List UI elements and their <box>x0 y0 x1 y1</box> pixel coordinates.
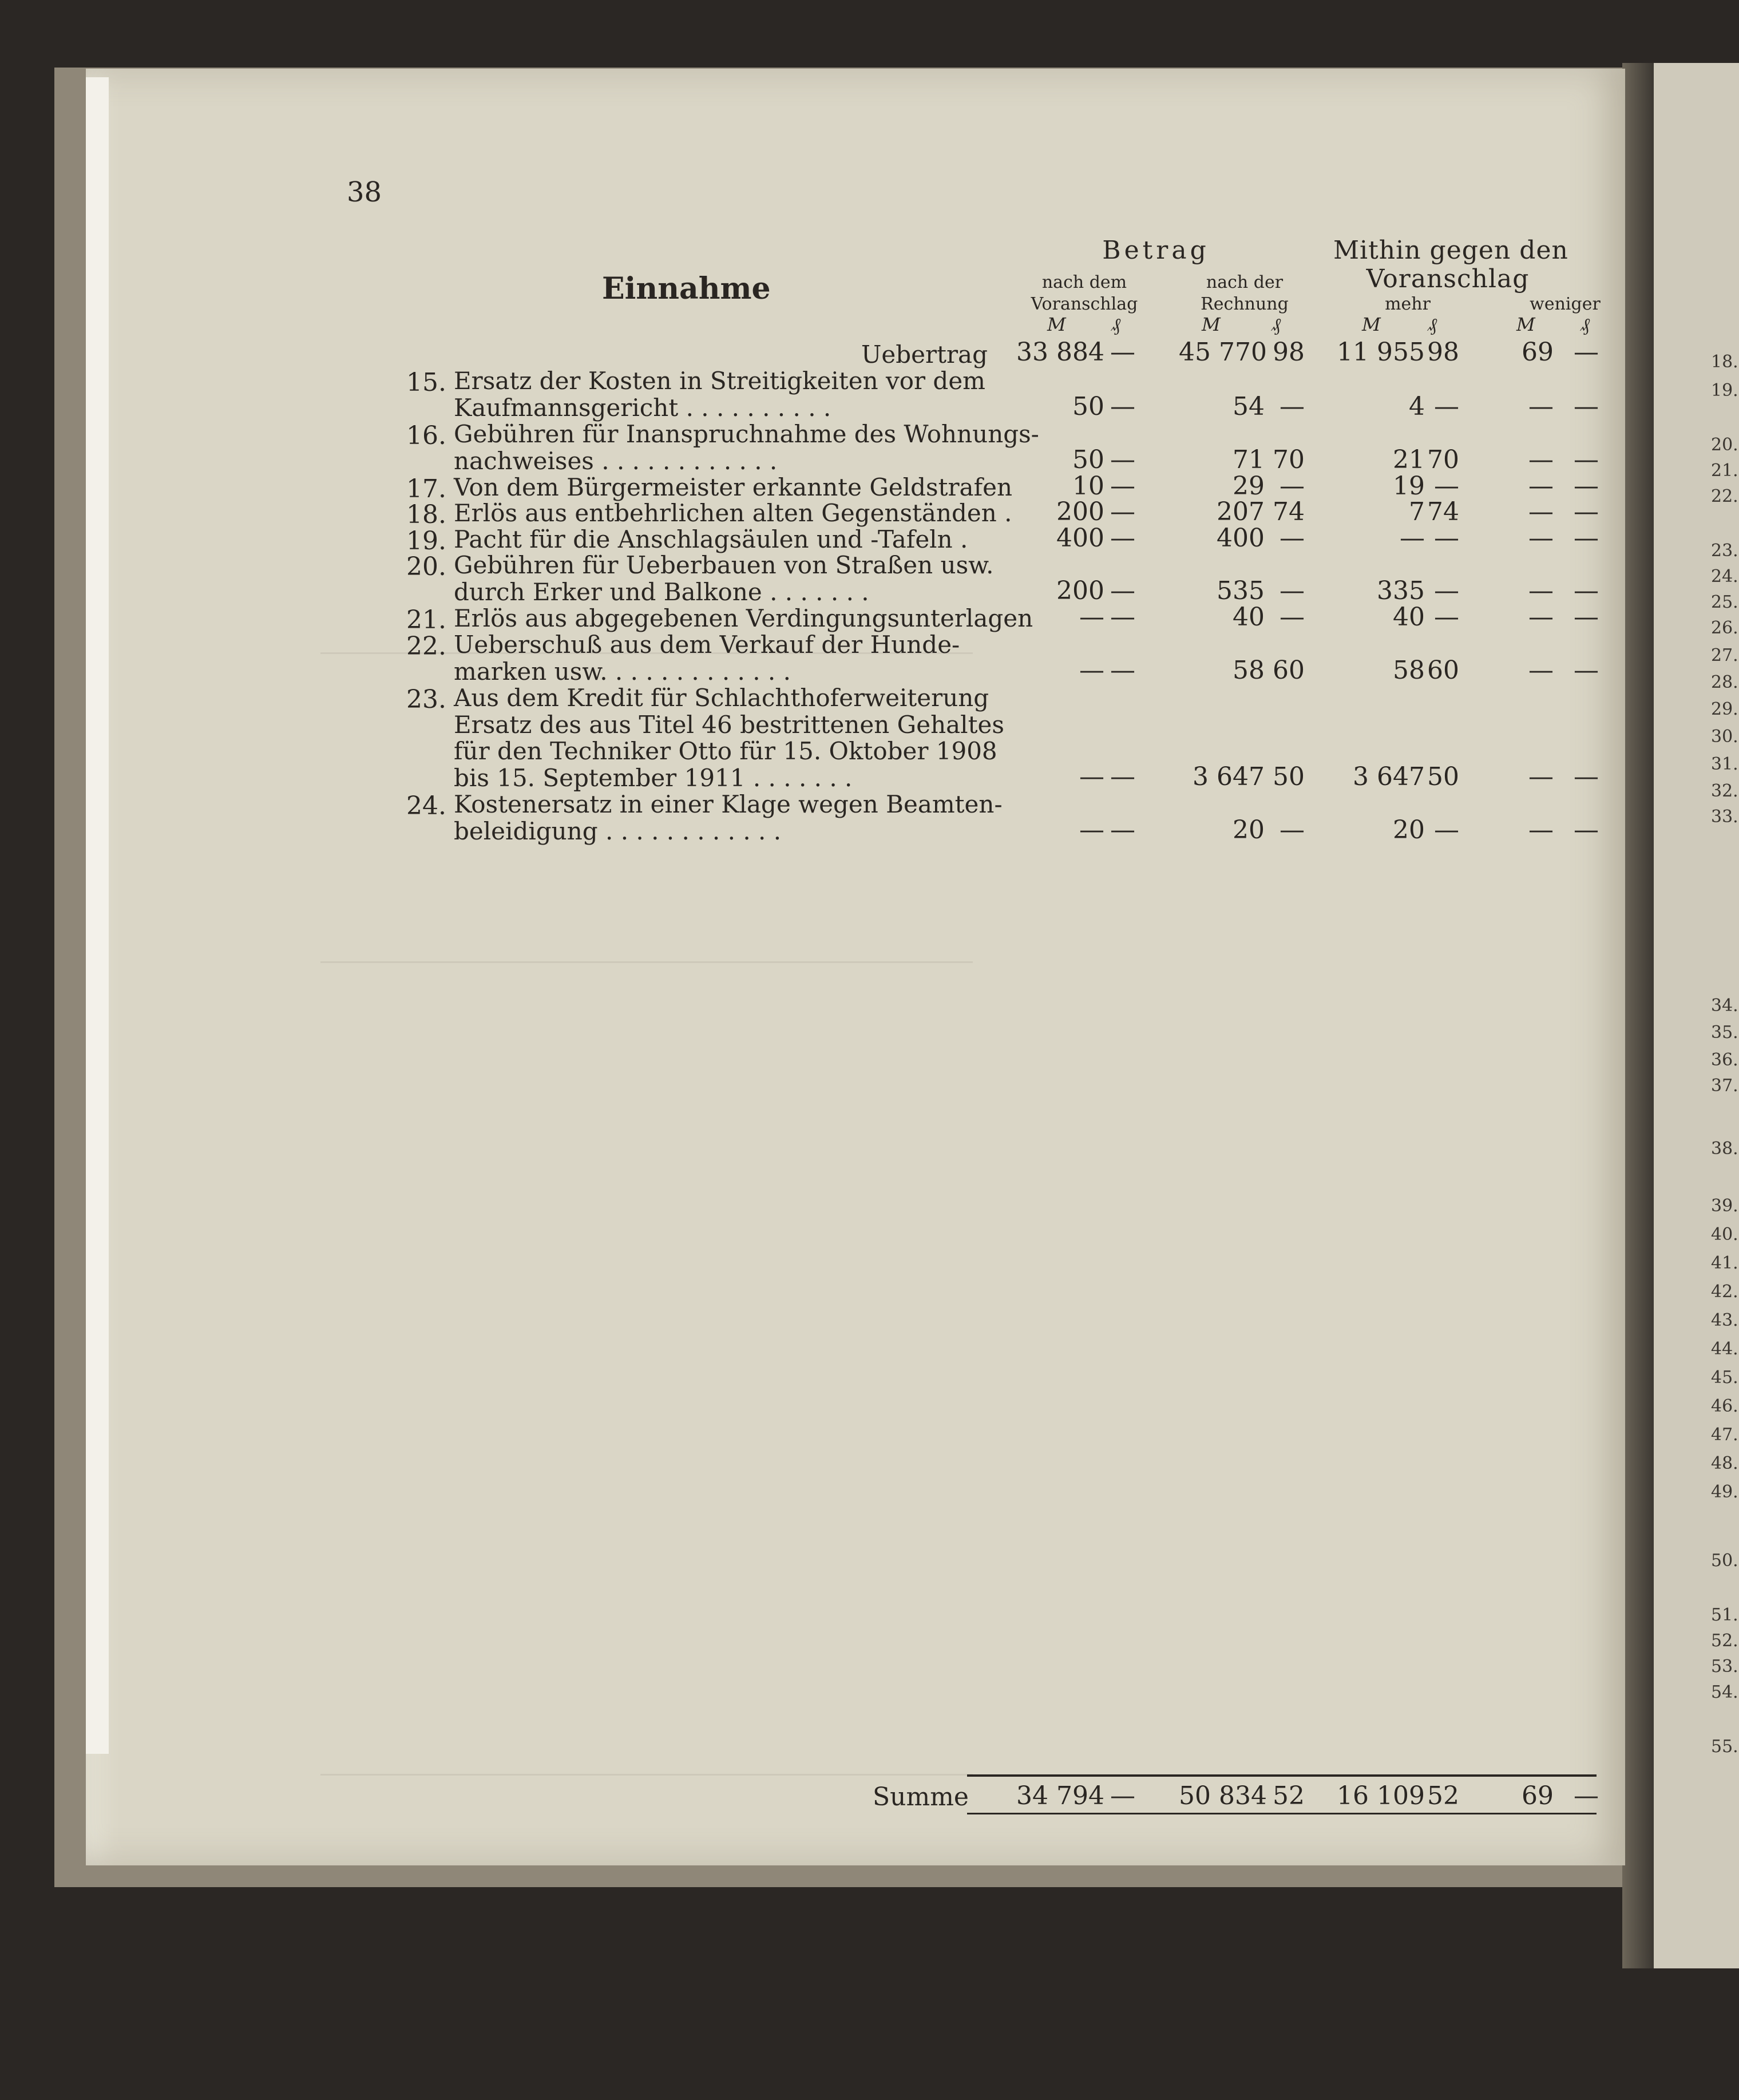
mehr-pf-value: 50 <box>1427 762 1459 791</box>
weniger-pf-value: — <box>1574 762 1599 791</box>
summe-rechnung-mark: 50 834 <box>1179 1781 1267 1810</box>
item-number: 21. <box>406 605 446 635</box>
voranschlag-pf-value: — <box>1110 576 1135 605</box>
mehr-pf-value: — <box>1434 392 1459 421</box>
facing-page-number: 28. <box>1711 672 1738 692</box>
facing-page-number: 34. <box>1711 996 1738 1016</box>
facing-page-number: 43. <box>1711 1310 1738 1330</box>
facing-page-number: 32. <box>1711 781 1738 801</box>
summe-rechnung-pf: 52 <box>1273 1781 1305 1810</box>
facing-page-number: 55. <box>1711 1737 1738 1757</box>
mehr-pf-value: — <box>1434 815 1459 845</box>
facing-page-number: 37. <box>1711 1076 1738 1096</box>
item-description-line: Aus dem Kredit für Schlachthoferweiterung <box>454 684 989 712</box>
unit-pf-voranschlag: ₰ <box>1111 314 1120 335</box>
item-number: 19. <box>406 526 446 556</box>
facing-page-number: 44. <box>1711 1339 1738 1359</box>
item-description-line: Gebühren für Inanspruchnahme des Wohnungs- <box>454 420 1039 448</box>
uebertrag-weniger-pf: — <box>1574 338 1599 367</box>
rechnung-pf-value: — <box>1280 524 1305 553</box>
summe-mehr-mark: 16 109 <box>1337 1781 1425 1810</box>
section-heading: Einnahme <box>602 271 771 306</box>
facing-page-number: 35. <box>1711 1023 1738 1043</box>
mehr-pf-value: — <box>1434 576 1459 605</box>
nach-dem-header: nach dem <box>1041 272 1127 292</box>
facing-page-number: 54. <box>1711 1682 1738 1702</box>
bleed-through-line <box>320 1774 973 1776</box>
voranschlag-mark-value: 200 <box>1056 576 1104 605</box>
uebertrag-weniger-mark: 69 <box>1522 338 1554 367</box>
rechnung-pf-value: — <box>1280 815 1305 845</box>
facing-page-number: 38. <box>1711 1139 1738 1159</box>
weniger-header: weniger <box>1530 294 1601 314</box>
facing-page-number: 46. <box>1711 1396 1738 1416</box>
weniger-mark-value: — <box>1528 445 1554 474</box>
item-description-line: Pacht für die Anschlagsäulen und -Tafeln . <box>454 525 968 553</box>
voranschlag-header: Voranschlag <box>1031 294 1138 314</box>
facing-page-number: 52. <box>1711 1631 1738 1651</box>
rechnung-mark-value: 40 <box>1233 603 1265 632</box>
rechnung-pf-value: 60 <box>1273 656 1305 685</box>
voranschlag-pf-value: — <box>1110 815 1135 845</box>
rechnung-pf-value: — <box>1280 576 1305 605</box>
mehr-mark-value: 58 <box>1393 656 1425 685</box>
uebertrag-label: Uebertrag <box>861 340 988 369</box>
unit-pf-mehr: ₰ <box>1428 314 1437 335</box>
item-number: 23. <box>406 685 446 714</box>
item-description-line: durch Erker und Balkone . . . . . . . <box>454 578 869 606</box>
weniger-pf-value: — <box>1574 497 1599 526</box>
rechnung-mark-value: 71 <box>1233 445 1265 474</box>
item-number: 22. <box>406 632 446 661</box>
mehr-mark-value: 7 <box>1409 497 1425 526</box>
page-edge <box>86 77 109 1754</box>
facing-page-number: 25. <box>1711 592 1738 612</box>
facing-page-number: 33. <box>1711 807 1738 827</box>
facing-page-number: 53. <box>1711 1657 1738 1677</box>
facing-page-number: 45. <box>1711 1368 1738 1388</box>
summe-weniger-pf: — <box>1574 1781 1599 1810</box>
uebertrag-mehr-pf: 98 <box>1427 338 1459 367</box>
mehr-mark-value: — <box>1400 524 1425 553</box>
mehr-pf-value: 70 <box>1427 445 1459 474</box>
summe-top-rule <box>967 1774 1597 1777</box>
mehr-pf-value: — <box>1434 524 1459 553</box>
mehr-pf-value: — <box>1434 471 1459 501</box>
item-description-line: für den Techniker Otto für 15. Oktober 1908 <box>454 737 997 765</box>
mehr-mark-value: 40 <box>1393 603 1425 632</box>
item-description-line: Ersatz der Kosten in Streitigkeiten vor dem <box>454 367 986 395</box>
rechnung-mark-value: 20 <box>1233 815 1265 845</box>
summe-mehr-pf: 52 <box>1427 1781 1459 1810</box>
facing-page-number: 26. <box>1711 618 1738 638</box>
facing-page-number: 30. <box>1711 727 1738 747</box>
weniger-pf-value: — <box>1574 392 1599 421</box>
voranschlag-pf-value: — <box>1110 497 1135 526</box>
uebertrag-mehr-mark: 11 955 <box>1337 338 1425 367</box>
voranschlag-pf-value: — <box>1110 524 1135 553</box>
voranschlag-pf-value: — <box>1110 656 1135 685</box>
facing-page-number: 24. <box>1711 566 1738 587</box>
summe-voranschlag-pf: — <box>1110 1781 1135 1810</box>
facing-page-number: 48. <box>1711 1453 1738 1473</box>
voranschlag-mark-value: — <box>1079 815 1104 845</box>
nach-der-header: nach der <box>1206 272 1284 292</box>
weniger-mark-value: — <box>1528 815 1554 845</box>
facing-page-number: 36. <box>1711 1050 1738 1070</box>
facing-page-number: 22. <box>1711 486 1738 506</box>
rechnung-pf-value: 70 <box>1273 445 1305 474</box>
voranschlag-pf-value: — <box>1110 471 1135 501</box>
item-description-line: marken usw. . . . . . . . . . . . . <box>454 657 791 686</box>
facing-page-number: 41. <box>1711 1253 1738 1273</box>
mehr-pf-value: — <box>1434 603 1459 632</box>
item-number: 18. <box>406 500 446 529</box>
summe-weniger-mark: 69 <box>1522 1781 1554 1810</box>
item-number: 17. <box>406 474 446 504</box>
item-number: 24. <box>406 791 446 821</box>
summe-bottom-rule <box>967 1813 1597 1814</box>
voranschlag-mark-value: 50 <box>1072 392 1104 421</box>
rechnung-pf-value: — <box>1280 603 1305 632</box>
rechnung-pf-value: — <box>1280 471 1305 501</box>
voranschlag-mark-value: — <box>1079 762 1104 791</box>
item-description-line: Erlös aus abgegebenen Verdingungsunterlagen <box>454 604 1033 632</box>
unit-mark-voranschlag: M <box>1047 314 1066 335</box>
item-description-line: beleidigung . . . . . . . . . . . . <box>454 817 782 845</box>
weniger-mark-value: — <box>1528 762 1554 791</box>
rechnung-mark-value: 3 647 <box>1193 762 1265 791</box>
item-description-line: bis 15. September 1911 . . . . . . . <box>454 764 853 792</box>
voranschlag-mark-value: — <box>1079 603 1104 632</box>
mehr-mark-value: 4 <box>1409 392 1425 421</box>
item-description-line: Kaufmannsgericht . . . . . . . . . . <box>454 394 831 422</box>
facing-page-number: 40. <box>1711 1225 1738 1245</box>
summe-label: Summe <box>873 1782 969 1812</box>
bleed-through-line <box>320 961 973 963</box>
rechnung-mark-value: 400 <box>1217 524 1265 553</box>
facing-page-number: 29. <box>1711 699 1738 719</box>
rechnung-mark-value: 535 <box>1217 576 1265 605</box>
uebertrag-voranschlag-pf: — <box>1110 338 1135 367</box>
weniger-mark-value: — <box>1528 576 1554 605</box>
facing-page-number: 47. <box>1711 1425 1738 1445</box>
item-description-line: Ueberschuß aus dem Verkauf der Hunde- <box>454 631 960 659</box>
rechnung-mark-value: 29 <box>1233 471 1265 501</box>
rechnung-pf-value: 50 <box>1273 762 1305 791</box>
book-gutter <box>1622 63 1654 1968</box>
facing-page-number: 31. <box>1711 754 1738 774</box>
facing-page-number: 27. <box>1711 645 1738 665</box>
facing-page-number: 23. <box>1711 541 1738 561</box>
uebertrag-rechnung-mark: 45 770 <box>1179 338 1267 367</box>
voranschlag-mark-value: 200 <box>1056 497 1104 526</box>
facing-page-number: 18. <box>1711 352 1738 372</box>
facing-page-number: 49. <box>1711 1482 1738 1502</box>
facing-page-number: 50. <box>1711 1551 1738 1571</box>
mithin-voranschlag-header: Voranschlag <box>1366 264 1530 294</box>
rechnung-pf-value: 74 <box>1273 497 1305 526</box>
voranschlag-mark-value: — <box>1079 656 1104 685</box>
mehr-mark-value: 3 647 <box>1353 762 1425 791</box>
weniger-pf-value: — <box>1574 576 1599 605</box>
voranschlag-pf-value: — <box>1110 762 1135 791</box>
weniger-pf-value: — <box>1574 445 1599 474</box>
unit-mark-rechnung: M <box>1202 314 1221 335</box>
mehr-mark-value: 19 <box>1393 471 1425 501</box>
weniger-mark-value: — <box>1528 392 1554 421</box>
item-number: 16. <box>406 421 446 450</box>
unit-pf-weniger: ₰ <box>1580 314 1590 335</box>
weniger-mark-value: — <box>1528 471 1554 501</box>
weniger-mark-value: — <box>1528 497 1554 526</box>
facing-page-number: 42. <box>1711 1282 1738 1302</box>
weniger-mark-value: — <box>1528 524 1554 553</box>
unit-mark-mehr: M <box>1362 314 1381 335</box>
mehr-pf-value: 74 <box>1427 497 1459 526</box>
item-number: 20. <box>406 552 446 581</box>
mehr-header: mehr <box>1385 294 1431 314</box>
facing-page-number: 39. <box>1711 1196 1738 1216</box>
page-number: 38 <box>347 176 382 208</box>
rechnung-mark-value: 207 <box>1217 497 1265 526</box>
betrag-header: Betrag <box>1102 236 1210 265</box>
weniger-mark-value: — <box>1528 603 1554 632</box>
facing-page-number: 19. <box>1711 381 1738 401</box>
rechnung-mark-value: 58 <box>1233 656 1265 685</box>
facing-page-number: 20. <box>1711 435 1738 455</box>
voranschlag-mark-value: 10 <box>1072 471 1104 501</box>
unit-mark-weniger: M <box>1516 314 1535 335</box>
voranschlag-mark-value: 400 <box>1056 524 1104 553</box>
weniger-pf-value: — <box>1574 471 1599 501</box>
weniger-pf-value: — <box>1574 524 1599 553</box>
item-description-line: nachweises . . . . . . . . . . . . <box>454 447 778 475</box>
voranschlag-mark-value: 50 <box>1072 445 1104 474</box>
weniger-mark-value: — <box>1528 656 1554 685</box>
item-description-line: Erlös aus entbehrlichen alten Gegenständen . <box>454 499 1012 527</box>
rechnung-pf-value: — <box>1280 392 1305 421</box>
facing-page-number: 21. <box>1711 461 1738 481</box>
uebertrag-rechnung-pf: 98 <box>1273 338 1305 367</box>
rechnung-mark-value: 54 <box>1233 392 1265 421</box>
mehr-mark-value: 21 <box>1393 445 1425 474</box>
weniger-pf-value: — <box>1574 815 1599 845</box>
facing-page-number: 51. <box>1711 1605 1738 1625</box>
voranschlag-pf-value: — <box>1110 603 1135 632</box>
item-number: 15. <box>406 368 446 397</box>
item-description-line: Ersatz des aus Titel 46 bestrittenen Gehaltes <box>454 711 1004 739</box>
mithin-header: Mithin gegen den <box>1333 236 1568 265</box>
summe-voranschlag-mark: 34 794 <box>1016 1781 1104 1810</box>
voranschlag-pf-value: — <box>1110 392 1135 421</box>
mehr-mark-value: 20 <box>1393 815 1425 845</box>
mehr-mark-value: 335 <box>1377 576 1425 605</box>
item-description-line: Gebühren für Ueberbauen von Straßen usw. <box>454 551 994 579</box>
mehr-pf-value: 60 <box>1427 656 1459 685</box>
unit-pf-rechnung: ₰ <box>1271 314 1281 335</box>
rechnung-header: Rechnung <box>1201 294 1289 314</box>
weniger-pf-value: — <box>1574 603 1599 632</box>
uebertrag-voranschlag-mark: 33 884 <box>1016 338 1104 367</box>
item-description-line: Kostenersatz in einer Klage wegen Beamten- <box>454 790 1003 818</box>
weniger-pf-value: — <box>1574 656 1599 685</box>
voranschlag-pf-value: — <box>1110 445 1135 474</box>
item-description-line: Von dem Bürgermeister erkannte Geldstrafen <box>454 473 1013 501</box>
